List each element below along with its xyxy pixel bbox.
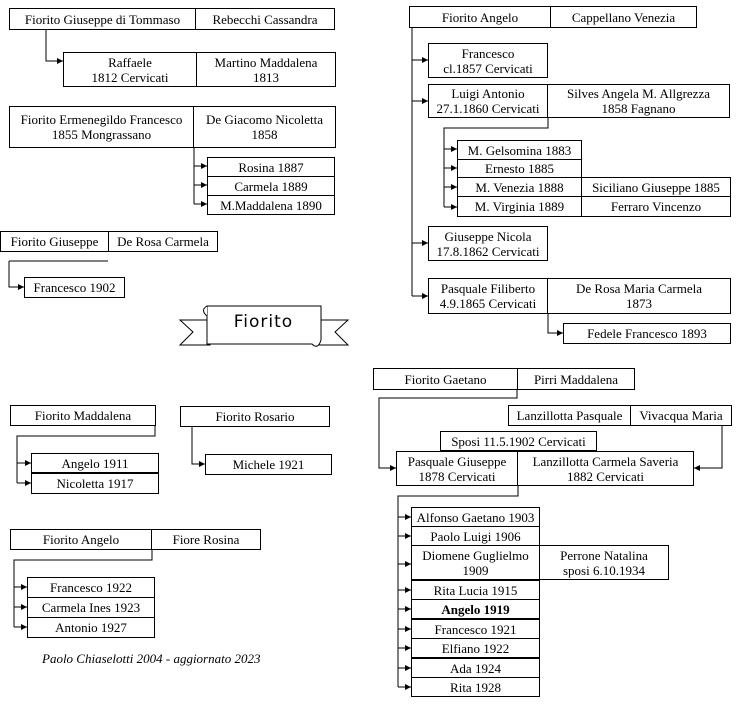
person-dates: 1909 [462, 562, 489, 578]
person-name: Michele 1921 [232, 457, 305, 472]
person-name: Cappellano Venezia [571, 9, 676, 25]
person-name: M.Maddalena 1890 [220, 197, 322, 213]
person-dates: 1813 [253, 69, 279, 85]
child-m-venezia [457, 177, 582, 197]
child-pasquale-filiberto [428, 278, 548, 314]
person-name: Angelo 1911 [61, 455, 129, 471]
child-paolo-luigi [411, 526, 540, 546]
marriage-note [440, 431, 597, 451]
spouse-de-giacomo-nicoletta [193, 106, 336, 148]
person-name: M. Virginia 1889 [474, 199, 565, 214]
person-name: Pasquale Giuseppe [407, 453, 507, 469]
person-dates: 1873 [626, 296, 652, 311]
person-name: Carmela Ines 1923 [41, 600, 141, 615]
spouse-siciliano-giuseppe [581, 177, 731, 197]
person-name: Fiorito Rosario [215, 409, 295, 424]
person-fiorito-maddalena [10, 405, 156, 426]
person-name: Francesco [461, 45, 515, 61]
person-giuseppe-di-tommaso [9, 8, 196, 30]
spouse-silves-angela [547, 84, 730, 118]
person-name: Ada 1924 [450, 660, 501, 676]
child-m-virginia [457, 196, 582, 217]
person-name: Fiorito Angelo [441, 9, 519, 25]
child-nicoletta-1917 [31, 473, 159, 494]
person-name: Elfiano 1922 [441, 640, 510, 656]
person-name: Fiorito Giuseppe di Tommaso [24, 11, 181, 27]
child-fedele-francesco [563, 323, 731, 344]
spouse-martino-maddalena [196, 52, 336, 87]
spouse-vivacqua-maria [630, 405, 732, 426]
person-dates: 4.9.1865 Cervicati [439, 296, 537, 311]
child-angelo-1919 [411, 599, 540, 619]
person-name: Pasquale Filiberto [440, 281, 536, 296]
child-antonio-1927 [27, 617, 155, 638]
spouse-de-rosa-maria-carmela [547, 278, 731, 314]
person-name: Lanzillotta Pasquale [516, 408, 623, 423]
child-elfiano-1922 [411, 638, 540, 658]
person-dates: sposi 6.10.1934 [563, 562, 645, 578]
page-title: Fiorito [233, 312, 294, 332]
person-name: Alfonso Gaetano 1903 [416, 509, 535, 525]
person-name: Fedele Francesco 1893 [587, 326, 707, 341]
child-francesco-1921 [411, 619, 540, 639]
person-fiorito-angelo-elder [409, 6, 551, 28]
person-pasquale-giuseppe [396, 451, 518, 486]
person-name: Francesco 1921 [434, 621, 517, 637]
person-dates: 1858 [251, 127, 278, 142]
child-francesco-1922 [27, 577, 155, 598]
person-name: Martino Maddalena [214, 54, 318, 70]
person-name: Francesco 1902 [33, 280, 116, 295]
person-name: Rita 1928 [450, 679, 501, 695]
spouse-pirri-maddalena [517, 368, 635, 390]
child-giuseppe-nicola [428, 226, 548, 261]
child-carmela [207, 176, 335, 196]
person-name: Rita Lucia 1915 [433, 582, 518, 598]
spouse-rebecchi-cassandra [195, 8, 335, 30]
spouse-perrone-natalina [539, 545, 669, 580]
person-dates: 1855 Mongrassano [51, 127, 152, 142]
person-fiorito-giuseppe [0, 231, 109, 252]
child-ernesto [457, 159, 582, 178]
person-name: Fiore Rosina [172, 532, 240, 547]
person-lanzillotta-pasquale [508, 405, 631, 426]
person-name: Angelo 1919 [441, 601, 510, 617]
person-dates: 1878 Cervicati [418, 468, 496, 484]
spouse-lanzillotta-carmela-saveria [517, 451, 694, 486]
child-angelo-1911 [31, 453, 159, 473]
person-name: De Giacomo Nicoletta [206, 112, 323, 127]
child-francesco-1902 [24, 277, 125, 298]
child-ada-1924 [411, 658, 540, 678]
person-name: Nicoletta 1917 [56, 476, 134, 491]
child-diomene-guglielmo [411, 545, 540, 580]
person-name: Silves Angela M. Allgrezza [567, 86, 710, 101]
child-alfonso-gaetano [411, 507, 540, 527]
child-luigi-antonio [428, 84, 548, 118]
person-name: Ferraro Vincenzo [610, 199, 702, 214]
person-name: De Rosa Carmela [117, 234, 209, 249]
person-name: Carmela 1889 [234, 178, 308, 194]
person-dates: cl.1857 Cervicati [443, 60, 533, 76]
person-name: Rosina 1887 [238, 159, 304, 175]
child-carmela-ines-1923 [27, 597, 155, 618]
person-name: Fiorito Ermenegildo Francesco [20, 112, 183, 127]
person-name: Antonio 1927 [55, 620, 127, 635]
person-raffaele [63, 52, 197, 87]
person-name: Siciliano Giuseppe 1885 [592, 179, 720, 195]
person-name: Fiorito Maddalena [34, 408, 132, 423]
person-name: Lanzillotta Carmela Saveria [532, 453, 679, 469]
person-name: Luigi Antonio [451, 86, 525, 101]
person-dates: 1812 Cervicati [91, 69, 169, 85]
person-name: Raffaele [108, 54, 152, 70]
person-name: Fiorito Giuseppe [10, 234, 99, 249]
child-rita-lucia [411, 580, 540, 600]
marriage-text: Sposi 11.5.1902 Cervicati [451, 433, 586, 449]
person-dates: 17.8.1862 Cervicati [436, 243, 540, 259]
child-francesco-1857 [428, 43, 548, 78]
spouse-ferraro-vincenzo [581, 196, 731, 217]
person-name: Francesco 1922 [50, 580, 132, 595]
spouse-cappellano-venezia [550, 6, 697, 28]
child-rita-1928 [411, 677, 540, 697]
person-fiorito-angelo-younger [10, 529, 152, 550]
spouse-fiore-rosina [151, 529, 261, 550]
person-name: M. Venezia 1888 [475, 179, 564, 195]
spouse-de-rosa-carmela [108, 231, 218, 252]
person-name: Paolo Luigi 1906 [430, 528, 521, 544]
person-fiorito-rosario [180, 406, 330, 427]
person-name: Ernesto 1885 [485, 161, 554, 176]
person-dates: 1882 Cervicati [567, 468, 644, 484]
person-name: Perrone Natalina [560, 547, 648, 563]
child-rosina [207, 157, 335, 177]
person-name: Pirri Maddalena [533, 371, 619, 387]
person-name: Giuseppe Nicola [444, 228, 532, 244]
child-m-maddalena [207, 195, 335, 215]
person-name: Fiorito Angelo [42, 532, 120, 547]
person-fiorito-gaetano [373, 368, 518, 390]
person-name: De Rosa Maria Carmela [576, 281, 702, 296]
person-ermenegildo-francesco [9, 106, 194, 148]
person-dates: 1858 Fagnano [601, 101, 676, 116]
person-name: Vivacqua Maria [639, 408, 723, 423]
person-name: M. Gelsomina 1883 [467, 142, 572, 158]
person-name: Rebecchi Cassandra [212, 11, 318, 27]
person-name: Diomene Guglielmo [422, 547, 529, 563]
person-name: Fiorito Gaetano [404, 371, 487, 387]
person-dates: 27.1.1860 Cervicati [436, 101, 540, 116]
child-michele-1921 [205, 454, 332, 475]
author-credit: Paolo Chiaselotti 2004 - aggiornato 2023 [42, 651, 261, 666]
child-m-gelsomina [457, 140, 582, 160]
